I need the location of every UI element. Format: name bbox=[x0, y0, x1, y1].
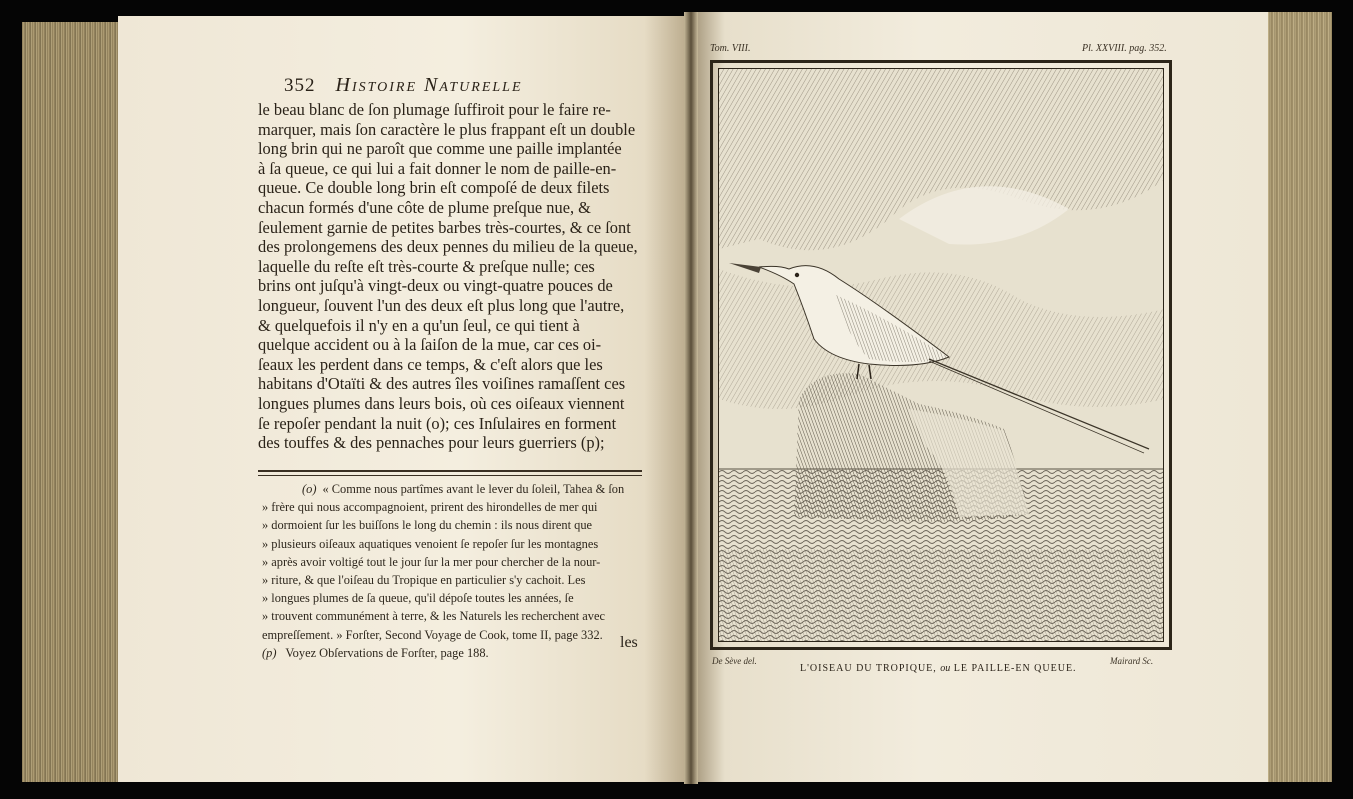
plate-number: Pl. XXVIII. pag. 352. bbox=[1082, 43, 1167, 54]
footnote-o-text: empreſſement. » Forſter, Second Voyage de Cook, tome II, page 332. bbox=[262, 627, 603, 642]
plate-caption bbox=[800, 663, 1077, 674]
tropicbird-engraving-illustration bbox=[719, 69, 1164, 642]
footnote-o-text: « Comme nous partîmes avant le lever du ſoleil, Tahea & ſon bbox=[322, 482, 625, 496]
body-line: des touffes & des pennaches pour leurs guerriers (p); bbox=[258, 433, 605, 453]
body-line: longues plumes dans leurs bois, où ces oiſeaux viennent bbox=[258, 393, 625, 413]
footnote-o-text: » plusieurs oiſeaux aquatiques venoient ſe repoſer ſur les montagnes bbox=[262, 536, 599, 551]
caption-main: L'OISEAU DU TROPIQUE, bbox=[800, 663, 937, 674]
footnote-p-text: Voyez Obſervations de Forſter, page 188. bbox=[285, 645, 489, 660]
running-head bbox=[284, 74, 523, 97]
right-page-edges bbox=[1260, 12, 1332, 782]
footnote-o-line bbox=[262, 516, 640, 534]
caption-or: ou bbox=[940, 663, 951, 674]
footnote-o-line bbox=[262, 553, 640, 571]
footnote-o-line bbox=[262, 571, 640, 589]
body-line: queue. Ce double long brin eſt compoſé de deux filets bbox=[258, 178, 610, 198]
body-line: ſe repoſer pendant la nuit (o); ces Inſulaires en forment bbox=[258, 413, 617, 433]
plate-volume: Tom. VIII. bbox=[710, 43, 751, 54]
footnote-o-text: » riture, & que l'oiſeau du Tropique en particulier s'y cachoit. Les bbox=[262, 573, 586, 588]
book-gutter bbox=[684, 12, 698, 784]
footnote-o-line bbox=[262, 607, 640, 625]
footnote-o-text: » frère qui nous accompagnoient, prirent des hirondelles de mer qui bbox=[262, 500, 598, 515]
footnote-o-text: » longues plumes de ſa queue, qu'il dépoſe toutes les années, ſe bbox=[262, 591, 574, 606]
body-line: marquer, mais ſon caractère le plus frappant eſt un double bbox=[258, 119, 636, 139]
footnote-o-line bbox=[262, 480, 640, 498]
footnote-o-line bbox=[262, 626, 640, 644]
body-line: ſeaux les perdent dans ce temps, & c'eſt alors que les bbox=[258, 354, 603, 374]
body-line: des prolongemens des deux pennes du milieu de la queue, bbox=[258, 237, 638, 257]
body-line: brins ont juſqu'à vingt-deux ou vingt-quatre pouces de bbox=[258, 276, 613, 296]
body-line: chacun formés d'une côte de plume preſque nue, & bbox=[258, 197, 591, 217]
body-line: quelque accident ou à la ſaiſon de la mue, car ces oi- bbox=[258, 335, 602, 355]
footnote-o-line bbox=[262, 535, 640, 553]
body-line: long brin qui ne paroît que comme une paille implantée bbox=[258, 139, 622, 159]
footnote-p-tag: (p) bbox=[262, 645, 277, 660]
footnote-o-text: » après avoir voltigé tout le jour ſur la mer pour chercher de la nour- bbox=[262, 554, 601, 569]
body-line: le beau blanc de ſon plumage ſuffiroit pour le faire re- bbox=[258, 100, 611, 119]
footnote-o bbox=[262, 480, 640, 644]
left-page-edges bbox=[22, 22, 132, 782]
caption-tail: LE PAILLE-EN QUEUE. bbox=[953, 663, 1077, 674]
footnote-o-text: » dormoient ſur les buiſſons le long du chemin : ils nous dirent que bbox=[262, 518, 593, 533]
footnote-p bbox=[262, 644, 640, 662]
footnotes bbox=[262, 480, 640, 662]
footnote-o-text: » trouvent communément à terre, & les Naturels les recherchent avec bbox=[262, 609, 606, 624]
engraving-plate bbox=[710, 60, 1172, 650]
catchword: les bbox=[620, 634, 638, 651]
body-line: longueur, ſouvent l'un des deux eſt plus long que l'autre, bbox=[258, 295, 625, 315]
body-line: habitans d'Otaïti & des autres îles voiſines ramaſſent ces bbox=[258, 374, 626, 394]
footnote-o-line bbox=[262, 589, 640, 607]
engraving-image bbox=[718, 68, 1164, 642]
footnote-o-tag: (o) bbox=[302, 482, 317, 496]
footnote-o-line bbox=[262, 498, 640, 516]
footnote-rule bbox=[258, 470, 642, 476]
body-line: & quelquefois il n'y en a qu'un ſeul, ce qui tient à bbox=[258, 315, 580, 335]
artist-credit: De Sève del. bbox=[712, 656, 757, 666]
body-line: laquelle du reſte eſt très-courte & preſque nulle; ces bbox=[258, 256, 595, 276]
body-line: à ſa queue, ce qui lui a fait donner le nom de paille-en- bbox=[258, 158, 617, 178]
page-number: 352 bbox=[284, 75, 316, 96]
body-line: ſeulement garnie de petites barbes très-courtes, & ce ſont bbox=[258, 217, 631, 237]
body-text bbox=[258, 100, 642, 453]
engraver-credit: Mairard Sc. bbox=[1110, 656, 1154, 666]
running-title: Histoire Naturelle bbox=[335, 74, 523, 96]
